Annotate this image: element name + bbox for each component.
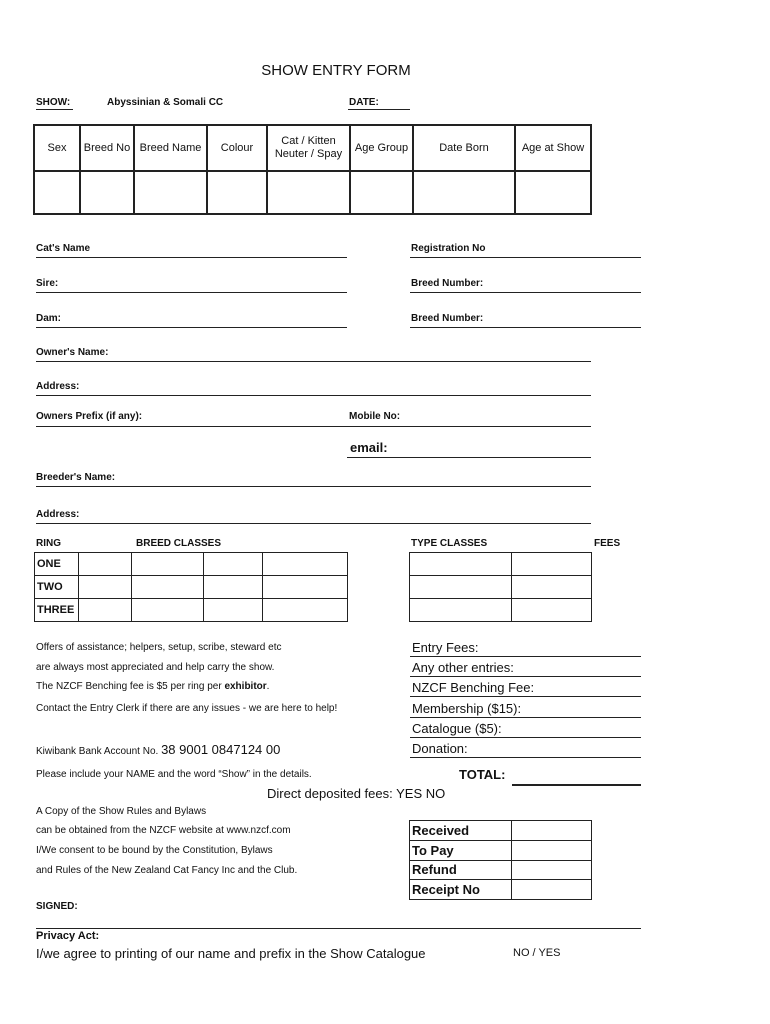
breed-class-cell[interactable]: [204, 553, 263, 576]
membership-field[interactable]: [410, 717, 641, 718]
prefix-mobile-field[interactable]: [36, 426, 591, 427]
cats-name-label: Cat's Name: [36, 243, 91, 254]
sire-label: Sire:: [36, 278, 59, 289]
ring-row-two: TWO: [35, 576, 79, 599]
note-benching-fee: [36, 681, 269, 692]
rules-note-3: I/We consent to be bound by the Constitution, Bylaws: [36, 845, 273, 856]
note-assistance-2: are always most appreciated and help carry the show.: [36, 662, 275, 673]
show-value: Abyssinian & Somali CC: [107, 97, 224, 108]
total-label: TOTAL:: [459, 767, 506, 782]
signed-label: SIGNED:: [36, 901, 78, 912]
total-field[interactable]: [512, 784, 641, 786]
cell-breed-name[interactable]: [134, 171, 207, 214]
entry-fees-field[interactable]: [410, 656, 641, 657]
breed-class-cell[interactable]: [132, 553, 204, 576]
type-class-cell[interactable]: [410, 599, 512, 622]
col-age-at-show: Age at Show: [515, 125, 591, 171]
col-age-group: Age Group: [350, 125, 413, 171]
received-value[interactable]: [512, 821, 592, 841]
col-cat-kitten-label: Cat / Kitten: [281, 135, 336, 147]
show-label-underline: [36, 109, 73, 110]
breed-class-cell[interactable]: [204, 576, 263, 599]
ring-row-one: ONE: [35, 553, 79, 576]
cell-cat-kitten[interactable]: [267, 171, 350, 214]
registration-no-field[interactable]: [410, 257, 641, 258]
sire-breed-number-field[interactable]: [410, 292, 641, 293]
breeder-address-field[interactable]: [36, 523, 591, 524]
bank-account: [36, 742, 280, 757]
entry-fees-label: Entry Fees:: [412, 640, 479, 655]
owners-name-label: Owner's Name:: [36, 347, 109, 358]
benching-fee-field[interactable]: [410, 696, 641, 697]
dam-label: Dam:: [36, 313, 62, 324]
registration-no-label: Registration No: [411, 243, 486, 254]
date-field[interactable]: [348, 109, 410, 110]
membership-label: Membership ($15):: [412, 701, 522, 716]
type-classes-table: [409, 552, 592, 622]
cell-age-group[interactable]: [350, 171, 413, 214]
breed-class-cell[interactable]: [79, 553, 132, 576]
type-class-cell[interactable]: [410, 553, 512, 576]
date-label: DATE:: [349, 97, 379, 108]
sire-field[interactable]: [36, 292, 347, 293]
breed-class-cell[interactable]: [263, 599, 348, 622]
owner-address-label: Address:: [36, 381, 80, 392]
rules-note-2: can be obtained from the NZCF website at www.nzcf.com: [36, 825, 291, 836]
type-class-cell[interactable]: [512, 553, 592, 576]
breed-classes-label: BREED CLASSES: [136, 538, 222, 549]
owner-address-field[interactable]: [36, 395, 591, 396]
office-use-table: [409, 820, 592, 900]
note-benching-text: The NZCF Benching fee is $5 per ring per: [36, 681, 225, 692]
col-date-born: Date Born: [413, 125, 515, 171]
col-breed-no: Breed No: [80, 125, 134, 171]
other-entries-field[interactable]: [410, 676, 641, 677]
refund-value[interactable]: [512, 860, 592, 880]
breed-classes-table: [34, 552, 348, 622]
cell-colour[interactable]: [207, 171, 267, 214]
type-class-cell[interactable]: [410, 576, 512, 599]
rules-note-1: A Copy of the Show Rules and Bylaws: [36, 806, 207, 817]
dam-field[interactable]: [36, 327, 347, 328]
ring-label: RING: [36, 538, 61, 549]
receipt-no-label: Receipt No: [410, 880, 512, 900]
cell-breed-no[interactable]: [80, 171, 134, 214]
note-exhibitor-text: exhibitor: [224, 681, 267, 692]
show-label: SHOW:: [36, 97, 71, 108]
form-title: SHOW ENTRY FORM: [261, 62, 411, 79]
breeders-name-field[interactable]: [36, 486, 591, 487]
note-assistance-1: Offers of assistance; helpers, setup, scribe, steward etc: [36, 642, 282, 653]
sire-breed-number-label: Breed Number:: [411, 278, 484, 289]
donation-field[interactable]: [410, 757, 641, 758]
col-cat-kitten-neuter-spay: [267, 125, 350, 171]
entry-table: [33, 124, 592, 215]
other-entries-label: Any other entries:: [412, 660, 514, 675]
privacy-heading: Privacy Act:: [36, 930, 100, 942]
type-classes-label: TYPE CLASSES: [411, 538, 488, 549]
col-breed-name: Breed Name: [134, 125, 207, 171]
cell-age-at-show[interactable]: [515, 171, 591, 214]
privacy-choice[interactable]: NO / YES: [513, 947, 561, 959]
received-label: Received: [410, 821, 512, 841]
breed-class-cell[interactable]: [132, 599, 204, 622]
benching-fee-label: NZCF Benching Fee:: [412, 680, 535, 695]
dam-breed-number-field[interactable]: [410, 327, 641, 328]
signature-field[interactable]: [36, 928, 641, 929]
breed-class-cell[interactable]: [263, 576, 348, 599]
breed-class-cell[interactable]: [79, 599, 132, 622]
note-include-name: Please include your NAME and the word “Show” in the details.: [36, 769, 312, 780]
breed-class-cell[interactable]: [132, 576, 204, 599]
ring-row-three: THREE: [35, 599, 79, 622]
email-field[interactable]: [347, 457, 591, 458]
breed-class-cell[interactable]: [204, 599, 263, 622]
dam-breed-number-label: Breed Number:: [411, 313, 484, 324]
cats-name-field[interactable]: [36, 257, 347, 258]
bank-label: Kiwibank Bank Account No.: [36, 746, 159, 757]
col-neuter-spay-label: Neuter / Spay: [274, 148, 343, 160]
note-contact: Contact the Entry Clerk if there are any issues - we are here to help!: [36, 703, 338, 714]
catalogue-label: Catalogue ($5):: [412, 721, 502, 736]
breed-class-cell[interactable]: [263, 553, 348, 576]
cell-sex[interactable]: [34, 171, 80, 214]
mobile-no-label: Mobile No:: [349, 411, 401, 422]
to-pay-label: To Pay: [410, 840, 512, 860]
donation-label: Donation:: [412, 741, 468, 756]
catalogue-field[interactable]: [410, 737, 641, 738]
breed-class-cell[interactable]: [79, 576, 132, 599]
type-class-cell[interactable]: [512, 599, 592, 622]
col-sex: Sex: [34, 125, 80, 171]
breeder-address-label: Address:: [36, 509, 80, 520]
type-class-cell[interactable]: [512, 576, 592, 599]
email-label: email:: [350, 440, 388, 455]
breeders-name-label: Breeder's Name:: [36, 472, 116, 483]
bank-number: 38 9001 0847124 00: [161, 742, 281, 757]
to-pay-value[interactable]: [512, 840, 592, 860]
cell-date-born[interactable]: [413, 171, 515, 214]
note-benching-period: .: [266, 681, 270, 692]
owners-prefix-label: Owners Prefix (if any):: [36, 411, 143, 422]
owners-name-field[interactable]: [36, 361, 591, 362]
fees-label: FEES: [594, 538, 621, 549]
rules-note-4: and Rules of the New Zealand Cat Fancy Inc and the Club.: [36, 865, 298, 876]
col-colour: Colour: [207, 125, 267, 171]
receipt-no-value[interactable]: [512, 880, 592, 900]
privacy-text: I/we agree to printing of our name and prefix in the Show Catalogue: [36, 946, 426, 961]
refund-label: Refund: [410, 860, 512, 880]
direct-deposit-choice[interactable]: Direct deposited fees: YES NO: [267, 786, 446, 801]
